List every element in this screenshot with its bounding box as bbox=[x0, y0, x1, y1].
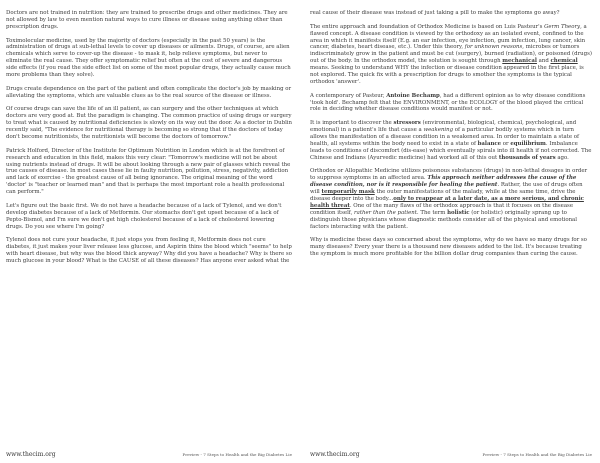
text-run: The entire approach and foundation of Orthodox Medicine is based on Luis Pasteur's bbox=[310, 23, 545, 30]
text-run: It is important to discover the bbox=[310, 120, 394, 127]
text-run: and bbox=[536, 58, 551, 65]
paragraph: Doctors are not trained in nutrition: they are trained to prescribe drugs and other medicines. They are not allowed by law to even mention natural ways to cure illness or disease using anything other than prescription drugs. bbox=[6, 10, 288, 30]
emphasis-text: for unknown reasons bbox=[464, 44, 523, 51]
text-run: , microbes or tumors indiscriminately grow in the patient and must be cut (surgery), burned (radiation), or poisoned (drugs) out of the body. In the orthodox model, the solution is sought through bbox=[310, 44, 592, 65]
footer-site-link[interactable]: www.thecim.org bbox=[6, 451, 56, 458]
text-run: Orthodox or Allopathic Medicine utilizes poisonous substances (drugs) in non-lethal dosages in order to suppress symptoms in an affected area. bbox=[310, 168, 588, 182]
text-run: . Imbalance leads to conditions of discomfort (dis-ease) which eventually spirals into ill health if not corrected. The Chinese and Indians (Ayurvedic medicine) had worked all of this out bbox=[310, 140, 592, 161]
text-run: (or holistic) originally sprang up to distinguish those physicians whose diagnostic methods consider all of the physical and emotional factors interacting with the patient. bbox=[310, 209, 577, 230]
paragraph bbox=[310, 120, 592, 161]
bold-text: holistic bbox=[447, 209, 470, 216]
underline-text: temporarily mask bbox=[321, 189, 375, 196]
right-page bbox=[300, 0, 600, 463]
emphasis-text: rather than the patient bbox=[354, 209, 417, 216]
bold-text: balance bbox=[477, 140, 502, 147]
footer-preview-note: Preview - 7 Steps to Health and the Big Diabetes Lie bbox=[182, 452, 292, 457]
text-run: (environmental, biological, chemical, psychological, and emotional) in a patient's life that cause a bbox=[310, 120, 577, 134]
emphasis-text: This approach neither addresses the cause of the disease condition, nor is it responsible for healing the patient bbox=[310, 175, 577, 189]
underline-text: mechanical bbox=[502, 58, 537, 65]
paragraph: Of course drugs can save the life of an ill patient, as can surgery and the other techniques at which doctors are very good at. But the paradigm is changing. The common practice of using drugs or surgery to treat what is caused by nutritional deficiencies is slowly on its way out the door. As a doctor in Dublin recently said, "The evidence for nutritional therapy is becoming so strong that if the doctors of today don't become nutritionists, the nutritionists will become the doctors of tomorrow." bbox=[6, 106, 293, 140]
bold-underlined-text bbox=[502, 58, 537, 64]
bold-text: thousands of years bbox=[498, 154, 556, 161]
left-page-text bbox=[6, 10, 292, 265]
text-run: . One of the many flaws of the orthodox approach is that it focuses on the disease condition itself, bbox=[310, 202, 574, 216]
bold-underlined-text bbox=[322, 189, 375, 195]
footer-site-link[interactable]: www.thecim.org bbox=[310, 451, 360, 458]
paragraph: Patrick Holford, Director of the Institute for Optimum Nutrition in London which is at the forefront of research and education in this field, makes this very clear: "Tomorrow's medicine will not be about using nutrients instead of drugs. It will be about looking through a new pair of glasses which reveal the true causes of disease. In most cases these lie in faulty nutrition, pollution, stress, negativity, addiction and lack of exercise - the greatest cause of all being ignorance. The original meaning of the word 'doctor' is "teacher or learned man" and that is perhaps the most important role a health professional can perform." bbox=[6, 147, 291, 196]
paragraph bbox=[310, 24, 592, 86]
right-page-footer bbox=[310, 451, 592, 459]
text-run: means. Seeking to understand WHY the infection or disease condition appeared in the first place, is not explored. The quick fix with a prescription for drugs to smother the symptoms is the typical orthodox 'answer'. bbox=[310, 65, 584, 85]
text-run: ago. bbox=[555, 154, 569, 161]
paragraph: Let's figure out the basic first. We do not have a headache because of a lack of Tylenol, and we don't develop diabetes because of a lack of Metformin. Our stomachs don't get upset because of a lack of Pepto-Bismol, and I'm sure we don't get high cholesterol because of a lack of cholesterol lowering drugs. Do you see where I'm going? bbox=[6, 202, 282, 230]
text-run: of a particular bodily systems which in turn allows the manifestation of a disease condition in a weakened area. In order to maintain a state of health, all systems within the body need to exist in a state of bbox=[310, 127, 579, 147]
footer-preview-note: Preview - 7 Steps to Health and the Big Diabetes Lie bbox=[482, 452, 592, 457]
bold-text: Antoine Bechamp bbox=[386, 92, 440, 99]
left-page-footer bbox=[6, 451, 292, 459]
bold-text: stressors bbox=[393, 120, 421, 127]
paragraph bbox=[310, 93, 592, 114]
right-page-text bbox=[310, 10, 592, 258]
paragraph: Tylenol does not cure your headache, it just stops you from feeling it, Metformin does not cure diabetes, it just makes your liver release less glucose, and Aspirin thins the blood which "seems" to help with heart disease, but why was the blood thick anyway? Why did you have a headache? Why is there so much glucose in your blood? What is the CAUSE of all these diseases? Has anyone ever asked what the bbox=[6, 237, 292, 264]
text-run: , had a different opinion as to why disease conditions 'took hold'. Bechamp felt that the ENVIRONMENT, or the ECOLOGY of the blood played the critical role in deciding whether disease conditions would manifest or not. bbox=[310, 92, 586, 113]
paragraph bbox=[310, 168, 592, 230]
underline-text: only to reappear at a later date, as a more serious, and chronic health threat bbox=[310, 196, 584, 209]
text-run: , a flawed concept. A disease condition is viewed by the orthodoxy as an isolated event, confined to the area in which it manifests itself (E.g. an ear infection, eye infection, gum infection, lung cancer, skin cancer, diabetes, heart disease, etc.). Under this theory, bbox=[310, 23, 587, 51]
underline-text: chemical bbox=[550, 58, 578, 65]
bold-text: equilibrium bbox=[510, 140, 546, 147]
text-run: or bbox=[501, 140, 511, 147]
text-run: . The term bbox=[416, 209, 448, 216]
paragraph: Drugs create dependence on the part of the patient and often complicate the doctor's job by masking or alleviating the symptoms, which are valuable clues as to the real source of the disease or illness. bbox=[6, 85, 292, 99]
text-run: the outer manifestations of the malady, while at the same time, drive the disease deeper into the body... bbox=[310, 189, 576, 203]
paragraph: Why is medicine these days so concerned about the symptoms, why do we have so many drugs for so many diseases? Every year there is a thousand new diseases added to the list. It's because treating the symptom is much more profitable for the billion dollar drug companies than curing the cause. bbox=[310, 237, 587, 258]
paragraph: real cause of their disease was instead of just taking a pill to make the symptoms go away? bbox=[310, 10, 560, 16]
bold-underlined-text bbox=[551, 58, 578, 64]
text-run: A contemporary of Pasteur, bbox=[310, 92, 387, 99]
text-run: . Rather, the use of drugs often will bbox=[310, 182, 583, 196]
emphasis-text: weakening bbox=[423, 127, 454, 134]
emphasis-text: Germ Theory bbox=[544, 23, 581, 30]
paragraph: Toximolecular medicine, used by the majority of doctors (especially in the past 50 years) is the administration of drugs at sub-lethal levels to cover up diseases or ailments. Drugs, of course, are alien chemicals which serve to cover-up the disease - to mask it, help relieve symptoms, but never to eliminate the real cause. They offer symptomatic relief but often at the cost of severe and dangerous side effects (if you read the side effect list on some of the most popular drugs, they actually cause much more problems than they solve). bbox=[6, 37, 291, 79]
